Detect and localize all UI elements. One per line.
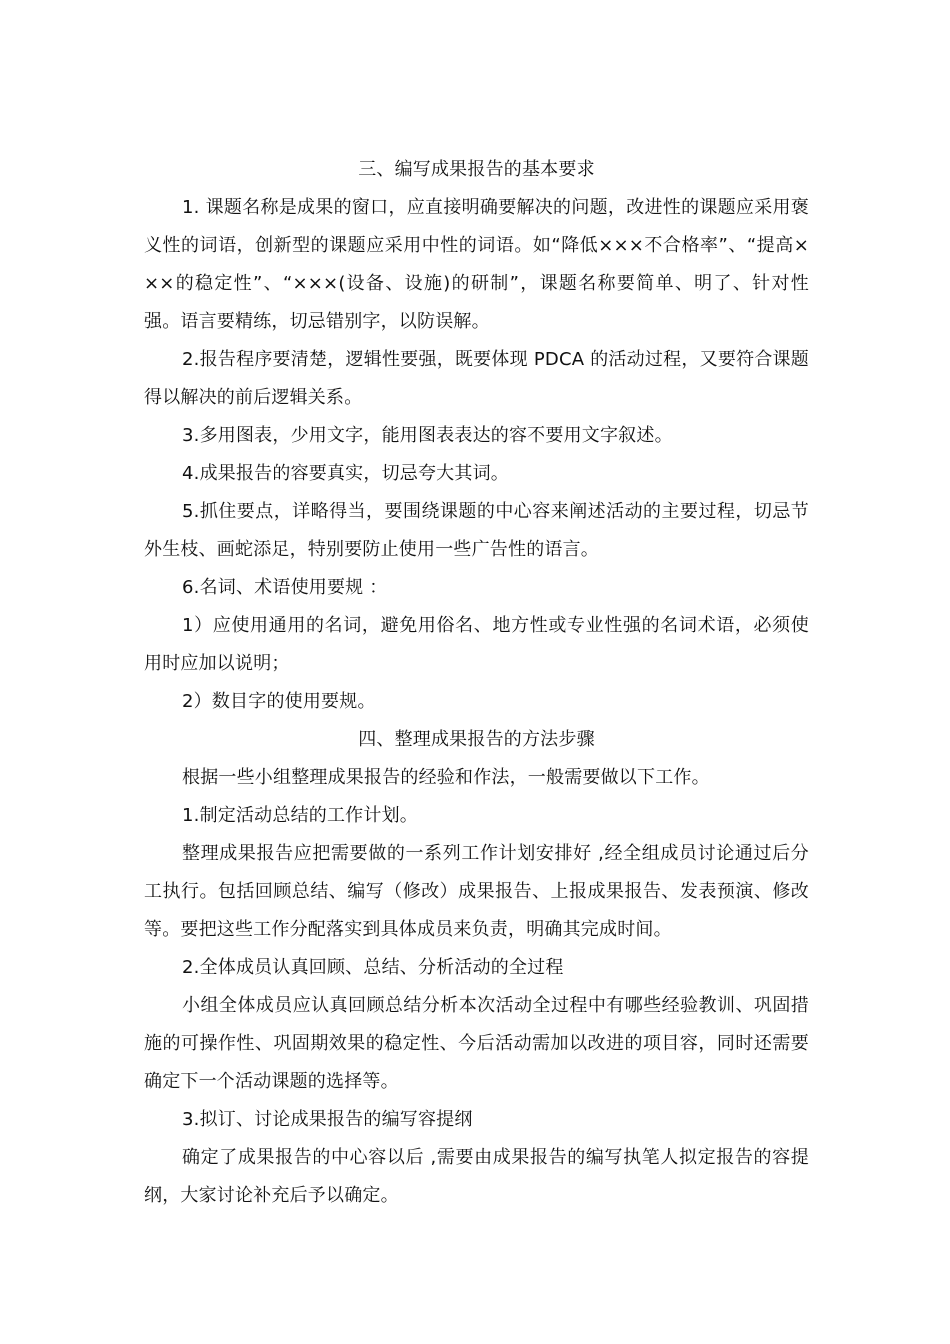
- paragraph: 2）数目字的使用要规。: [182, 691, 376, 712]
- paragraph: 小组全体成员应认真回顾总结分析本次活动全过程中有哪些经验教训、巩固措施的可操作性、巩固期效果的稳定性、今后活动需加以改进的项目容，同时还需要确定下一个活动课题的选择等。: [144, 995, 809, 1092]
- paragraph: 5.抓住要点，详略得当，要围绕课题的中心容来阐述活动的主要过程，切忌节外生枝、画蛇添足，特别要防止使用一些广告性的语言。: [144, 501, 809, 560]
- paragraph: 整理成果报告应把需要做的一系列工作计划安排好 ,经全组成员讨论通过后分工执行。包括回顾总结、编写（修改）成果报告、上报成果报告、发表预演、修改等。要把这些工作分配落实到具体成员来负责，明确其完成时间。: [144, 843, 809, 940]
- paragraph: 1）应使用通用的名词，避免用俗名、地方性或专业性强的名词术语，必须使用时应加以说明；: [144, 615, 809, 674]
- paragraph: 确定了成果报告的中心容以后 ,需要由成果报告的编写执笔人拟定报告的容提纲，大家讨论补充后予以确定。: [144, 1147, 809, 1206]
- paragraph: 1.制定活动总结的工作计划。: [182, 805, 418, 826]
- section-3-heading: 三、编写成果报告的基本要求: [358, 159, 595, 180]
- paragraph: 3.多用图表，少用文字，能用图表表达的容不要用文字叙述。: [182, 425, 673, 446]
- paragraph: 2.全体成员认真回顾、总结、分析活动的全过程: [182, 957, 564, 978]
- paragraph: 3.拟订、讨论成果报告的编写容提纲: [182, 1109, 473, 1130]
- paragraph: 4.成果报告的容要真实，切忌夸大其词。: [182, 463, 509, 484]
- paragraph: 6.名词、术语使用要规 ：: [182, 577, 388, 598]
- paragraph: 2.报告程序要清楚，逻辑性要强，既要体现 PDCA 的活动过程，又要符合课题得以解决的前后逻辑关系。: [144, 349, 809, 408]
- section-4-heading: 四、整理成果报告的方法步骤: [358, 729, 595, 750]
- document-body: [144, 151, 809, 1215]
- paragraph: 根据一些小组整理成果报告的经验和作法，一般需要做以下工作。: [182, 767, 710, 788]
- paragraph: 1. 课题名称是成果的窗口，应直接明确要解决的问题，改进性的课题应采用褒义性的词语，创新型的课题应采用中性的词语。如“降低×××不合格率”、“提高×××的稳定性”、“×××(设备、设施)的研制”，课题名称要简单、明了、针对性强。语言要精练，切忌错别字，以防误解。: [144, 197, 809, 332]
